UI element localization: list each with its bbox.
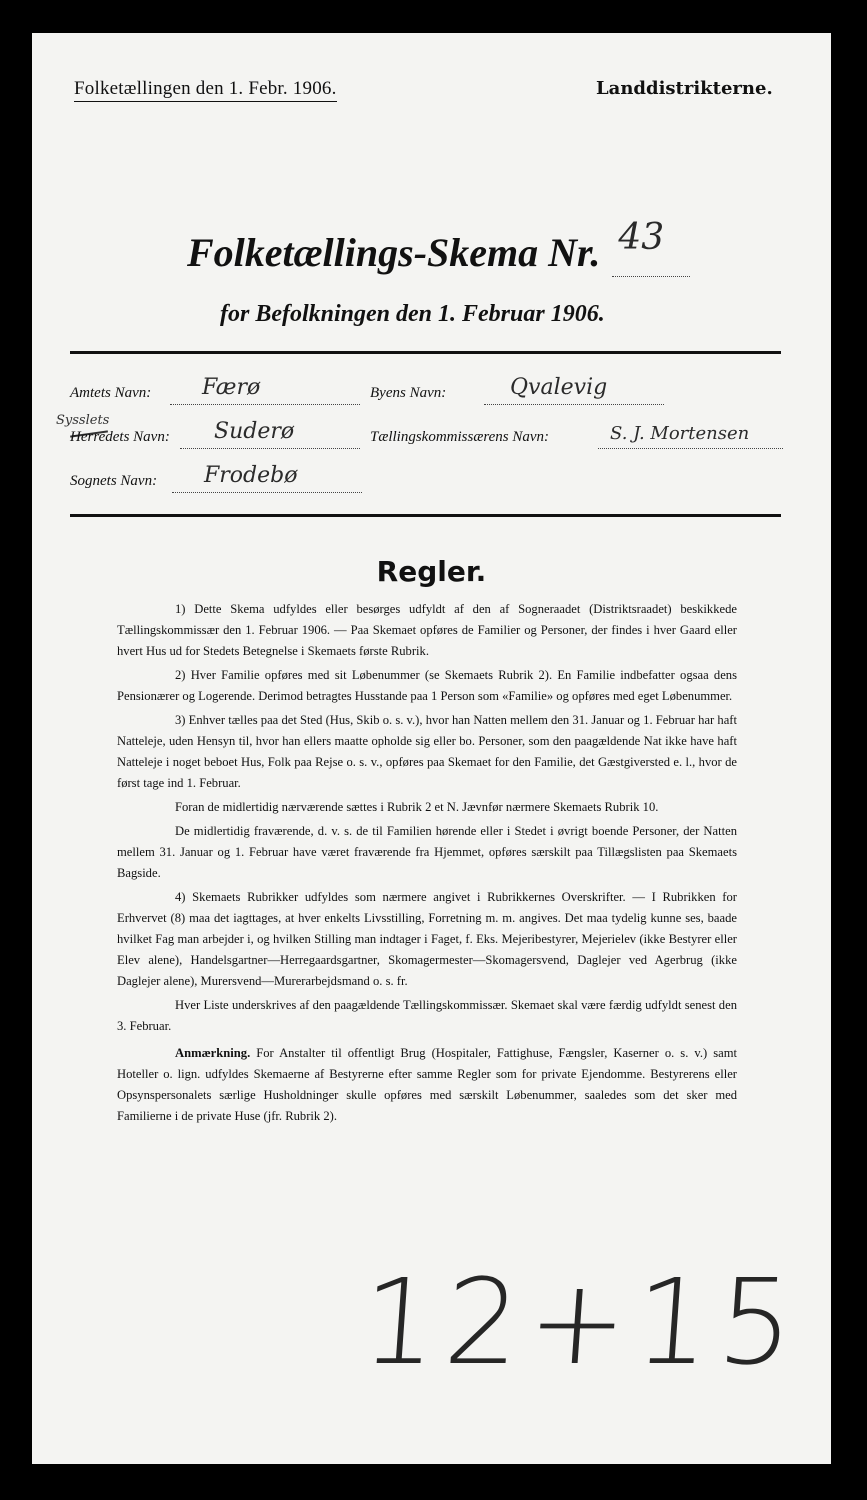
amt-label: Amtets Navn:: [70, 385, 152, 401]
census-form-page: [32, 33, 831, 1464]
herred-correction: Sysslets: [56, 413, 110, 428]
rule-paragraph-4: Foran de midlertidig nærværende sættes i Rubrik 2 et N. Jævnfør nærmere Skemaets Rubrik 10.: [175, 800, 659, 814]
form-number-handwritten: 43: [618, 217, 665, 258]
amt-value: Færø: [202, 375, 261, 400]
by-label: Byens Navn:: [370, 385, 447, 401]
kommissaer-fill-line: [598, 447, 783, 449]
form-number-field: [612, 217, 690, 277]
sogn-fill-line: [172, 491, 362, 493]
rule-paragraph-1: 1) Dette Skema udfyldes eller besørges udfyldt af den af Sogneraadet (Distriktsraadet) beskikkede Tællingskommissær den 1. Februar 1906. — Paa Skemaet opføres de Familier og Personer, der findes i hver Gaard eller hvert Hus ud for Stedets Betegnelse i Skemaets første Rubrik.: [117, 602, 737, 658]
rule-paragraph-6: 4) Skemaets Rubrikker udfyldes som nærmere angivet i Rubrikkernes Overskrifter. — I Rubrikken for Erhvervet (8) maa det iagttages, at hver enkelts Livsstilling, Forretning m. m. angives. Det maa tydelig kunne ses, baade hvilket Fag man arbejder i, og hvilken Stilling man indtager i Faget, f. Eks. Mejeribestyrer, Mejerielev (ikke Bestyrer eller Elev alene), Handelsgartner—Herregaardsgartner, Skomagermester—Skomagersvend, Daglejer ved Agerbrug (ikke Daglejer alene), Murersvend—Murerarbejdsmand o. s. fr.: [117, 890, 737, 988]
bottom-divider: [70, 514, 781, 517]
sogn-value: Frodebø: [204, 463, 298, 488]
by-fill-line: [484, 403, 664, 405]
rule-paragraph-5: De midlertidig fraværende, d. v. s. de til Familien hørende eller i Stedet i øvrigt boende Personer, der Natten mellem 31. Januar og 1. Februar have været fraværende fra Hjemmet, opføres særskilt paa Tillægslisten paa Skemaets Bagside.: [117, 824, 737, 880]
top-divider: [70, 351, 781, 354]
census-date-header: Folketællingen den 1. Febr. 1906.: [74, 78, 337, 102]
rule-paragraph-2: 2) Hver Familie opføres med sit Løbenummer (se Skemaets Rubrik 2). En Familie indbefatter ogsaa dens Pensionærer og Logerende. Derimod betragtes Husstande paa 1 Person som «Familie» og opføres med eget Løbenummer.: [117, 668, 737, 703]
form-title-text: Folketællings-Skema Nr.: [187, 230, 601, 275]
note-paragraph: [117, 1043, 737, 1127]
rule-paragraph-7: Hver Liste underskrives af den paagældende Tællingskommissær. Skemaet skal være færdig udfyldt senest den 3. Februar.: [117, 998, 737, 1033]
by-value: Qvalevig: [510, 375, 608, 400]
herred-label: Herredets Navn:: [70, 429, 170, 445]
amt-fill-line: [170, 403, 360, 405]
herred-fill-line: [180, 447, 360, 449]
kommissaer-value: S. J. Mortensen: [610, 423, 750, 444]
note-text: For Anstalter til offentligt Brug (Hospitaler, Fattighuse, Fængsler, Kaserner o. s. v.) samt Hoteller o. lign. udfyldes Skemaerne af Bestyrerne efter samme Regler som for private Ejendomme. Bestyrerens eller Opsynspersonalets særlige Husholdninger skulle opføres med særskilt Løbenummer, saaledes som det sker med Familierne i de private Huse (jfr. Rubrik 2).: [117, 1046, 737, 1123]
note-label: Anmærkning.: [175, 1046, 251, 1060]
sogn-label: Sognets Navn:: [70, 473, 158, 489]
bottom-handwritten-count: 12+15: [357, 1253, 806, 1391]
rules-title: Regler.: [376, 555, 487, 588]
form-title: [187, 217, 690, 277]
rules-body: [117, 599, 737, 1130]
district-type-header: Landdistrikterne.: [596, 78, 773, 99]
herred-value: Suderø: [214, 419, 295, 444]
kommissaer-label: Tællingskommissærens Navn:: [370, 429, 550, 445]
form-subtitle: for Befolkningen den 1. Februar 1906.: [220, 301, 605, 327]
rule-paragraph-3: 3) Enhver tælles paa det Sted (Hus, Skib o. s. v.), hvor han Natten mellem den 31. Januar og 1. Februar har haft Natteleje, uden Hensyn til, hvor han ellers maatte opholde sig eller bo. Personer, som den paagældende Nat ikke have haft Natteleje i noget beboet Hus, Folk paa Rejse o. s. v., opføres paa Skemaet for den Familie, det Gæstgiversted e. l., hvor de først tage ind 1. Februar.: [117, 713, 737, 790]
